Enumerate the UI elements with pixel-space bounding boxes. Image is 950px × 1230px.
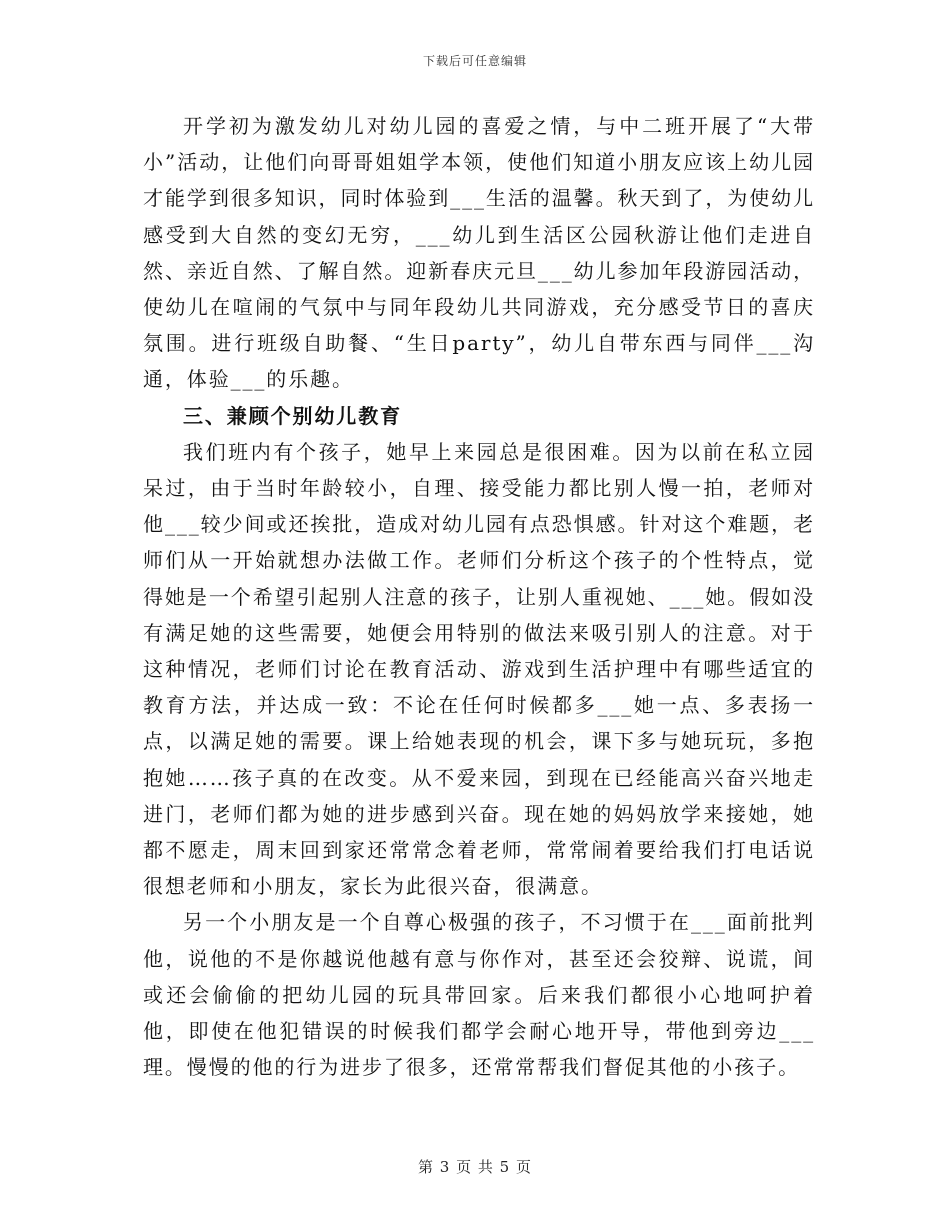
paragraph-child-two: 另一个小朋友是一个自尊心极强的孩子，不习惯于在___面前批判他，说他的不是你越说他越有意与你作对，甚至还会狡辩、说谎，间或还会偷偷的把幼儿园的玩具带回家。后来我们都很小心地呵护着他，即使在他犯错误的时候我们都学会耐心地开导，带他到旁边___理。慢慢的他的行为进步了很多，还常常帮我们督促其他的小孩子。 (143, 910, 815, 1080)
page-header: 下载后可任意编辑 (422, 54, 527, 68)
page-footer: 第 3 页 共 5 页 (418, 1158, 532, 1176)
paragraph-child-one: 我们班内有个孩子，她早上来园总是很困难。因为以前在私立园呆过，由于当时年龄较小，自理、接受能力都比别人慢一拍，老师对他___较少间或还挨批，造成对幼儿园有点恐惧感。针对这个难题，老师们从一开始就想办法做工作。老师们分析这个孩子的个性特点，觉得她是一个希望引起别人注意的孩子，让别人重视她、___她。假如没有满足她的这些需要，她便会用特别的做法来吸引别人的注意。对于这种情况，老师们讨论在教育活动、游戏到生活护理中有哪些适宜的教育方法，并达成一致：不论在任何时候都多___她一点、多表扬一点，以满足她的需要。课上给她表现的机会，课下多与她玩玩，多抱抱她……孩子真的在改变。从不爱来园，到现在已经能高兴奋兴地走进门，老师们都为她的进步感到兴奋。现在她的妈妈放学来接她，她都不愿走，周末回到家还常常念着老师，常常闹着要给我们打电话说很想老师和小朋友，家长为此很兴奋，很满意。 (143, 439, 815, 899)
section-heading-individual-education: 三、兼顾个别幼儿教育 (183, 403, 402, 428)
document-body (143, 108, 815, 1085)
paragraph-activities: 开学初为激发幼儿对幼儿园的喜爱之情，与中二班开展了“大带小”活动，让他们向哥哥姐姐学本领，使他们知道小朋友应该上幼儿园才能学到很多知识，同时体验到___生活的温馨。秋天到了，为使幼儿感受到大自然的变幻无穷，___幼儿到生活区公园秋游让他们走进自然、亲近自然、了解自然。迎新春庆元旦___幼儿参加年段游园活动，使幼儿在喧闹的气氛中与同年段幼儿共同游戏，充分感受节日的喜庆氛围。进行班级自助餐、“生日party”，幼儿自带东西与同伴___沟通，体验___的乐趣。 (143, 114, 815, 392)
